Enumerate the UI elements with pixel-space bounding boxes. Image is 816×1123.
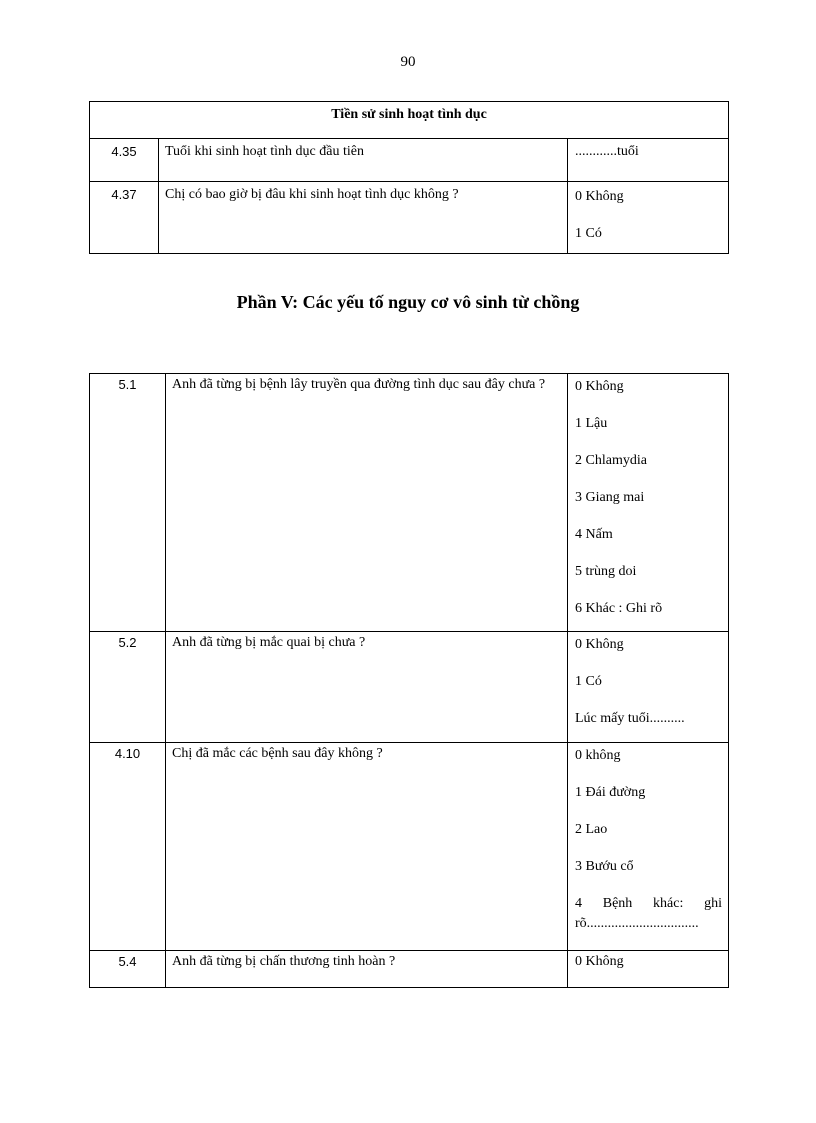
answer-option-other[interactable] xyxy=(575,894,722,934)
section-heading: Phần V: Các yếu tố nguy cơ vô sinh từ chồng xyxy=(236,292,580,312)
answer-option[interactable]: 4 Nấm xyxy=(575,527,613,542)
table-row xyxy=(90,632,729,743)
answer-option[interactable]: 1 Có xyxy=(575,674,602,689)
question-number: 4.37 xyxy=(90,182,159,254)
table-row xyxy=(90,743,729,951)
option-word: 4 xyxy=(575,896,582,911)
answer-option[interactable]: 2 Lao xyxy=(575,822,608,837)
answer-option[interactable]: ............tuổi xyxy=(575,144,639,159)
table-row xyxy=(90,374,729,632)
option-word: ghi xyxy=(704,896,722,911)
answer-option[interactable]: 0 Không xyxy=(575,189,624,204)
answer-cell xyxy=(568,374,729,632)
sexual-history-table xyxy=(89,101,729,254)
question-text: Anh đã từng bị mắc quai bị chưa ? xyxy=(166,632,568,743)
question-number: 5.2 xyxy=(90,632,166,743)
answer-option[interactable]: 0 không xyxy=(575,748,621,763)
question-text: Chị có bao giờ bị đâu khi sinh hoạt tình dục không ? xyxy=(159,182,568,254)
table-title: Tiền sử sinh hoạt tình dục xyxy=(90,102,729,139)
table-row xyxy=(90,139,729,182)
question-number: 5.4 xyxy=(90,951,166,988)
answer-option[interactable]: 2 Chlamydia xyxy=(575,453,647,468)
question-number: 4.35 xyxy=(90,139,159,182)
answer-option[interactable]: Lúc mấy tuổi.......... xyxy=(575,711,685,726)
answer-cell xyxy=(568,632,729,743)
husband-risk-factors-table xyxy=(89,373,729,988)
answer-option[interactable]: 6 Khác : Ghi rõ xyxy=(575,601,663,616)
answer-option[interactable]: 3 Bướu cổ xyxy=(575,859,634,874)
answer-option[interactable]: 1 Lậu xyxy=(575,416,608,431)
answer-option[interactable]: 0 Không xyxy=(575,954,624,969)
option-word: khác: xyxy=(653,896,684,911)
option-word: Bệnh xyxy=(602,896,633,911)
question-text: Anh đã từng bị chấn thương tinh hoàn ? xyxy=(166,951,568,988)
answer-cell xyxy=(568,951,729,988)
table-title-row xyxy=(90,102,729,139)
answer-option[interactable]: 5 trùng doi xyxy=(575,564,637,579)
option-continuation: rõ................................ xyxy=(575,916,699,931)
question-text: Anh đã từng bị bệnh lây truyền qua đường tình dục sau đây chưa ? xyxy=(166,374,568,632)
answer-cell xyxy=(568,743,729,951)
question-text: Chị đã mắc các bệnh sau đây không ? xyxy=(166,743,568,951)
question-text: Tuổi khi sinh hoạt tình dục đầu tiên xyxy=(159,139,568,182)
table-row xyxy=(90,951,729,988)
answer-option[interactable]: 0 Không xyxy=(575,637,624,652)
answer-cell xyxy=(568,139,729,182)
page-number: 90 xyxy=(400,54,416,70)
question-number: 5.1 xyxy=(90,374,166,632)
answer-option[interactable]: 3 Giang mai xyxy=(575,490,645,505)
answer-option[interactable]: 1 Đái đường xyxy=(575,785,646,800)
question-number: 4.10 xyxy=(90,743,166,951)
answer-option[interactable]: 0 Không xyxy=(575,379,624,394)
answer-cell xyxy=(568,182,729,254)
answer-option[interactable]: 1 Có xyxy=(575,226,602,241)
table-row xyxy=(90,182,729,254)
